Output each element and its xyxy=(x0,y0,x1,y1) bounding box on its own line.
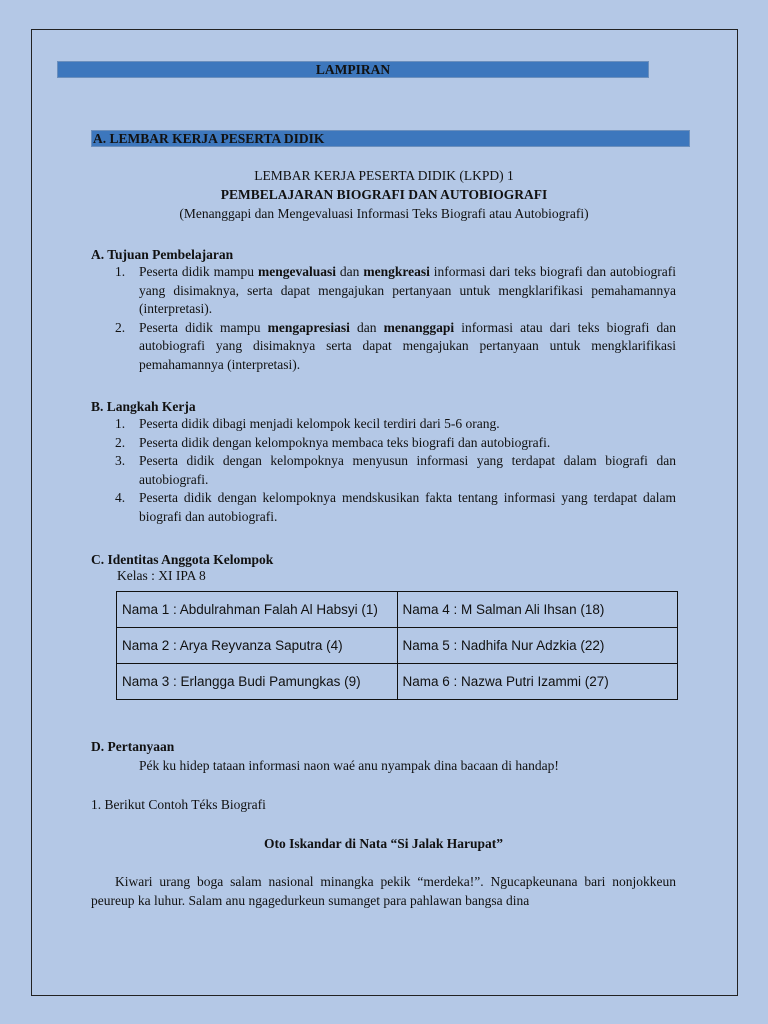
table-row xyxy=(117,628,678,664)
list-item xyxy=(91,489,676,526)
list-number: 1. xyxy=(115,264,126,279)
langkah-section xyxy=(91,399,676,526)
list-bold-text: mengkreasi xyxy=(363,264,430,279)
member-cell: Nama 2 : Arya Reyvanza Saputra (4) xyxy=(117,628,398,664)
langkah-list xyxy=(91,415,676,526)
pertanyaan-heading: D. Pertanyaan xyxy=(91,739,175,754)
table-row xyxy=(117,664,678,700)
pertanyaan-section xyxy=(91,737,676,775)
section-a-heading-bar xyxy=(91,130,690,147)
list-text: dan xyxy=(349,319,384,335)
lkpd-title-line3: (Menanggapi dan Mengevaluasi Informasi Teks Biografi atau Autobiografi) xyxy=(179,206,589,221)
lkpd-title-block xyxy=(90,166,678,223)
list-item xyxy=(91,434,676,453)
member-cell: Nama 5 : Nadhifa Nur Adzkia (22) xyxy=(397,628,678,664)
list-text: dan xyxy=(336,264,364,279)
list-text: Peserta didik mampu xyxy=(139,319,268,335)
langkah-heading: B. Langkah Kerja xyxy=(91,399,196,414)
section-a-heading: A. LEMBAR KERJA PESERTA DIDIK xyxy=(93,131,325,146)
member-cell: Nama 1 : Abdulrahman Falah Al Habsyi (1) xyxy=(117,592,398,628)
list-item xyxy=(91,415,676,434)
list-bold-text: mengevaluasi xyxy=(257,264,336,279)
kelas-label: Kelas : XI IPA 8 xyxy=(117,568,206,583)
list-text: Peserta didik dengan kelompoknya menyusun informasi yang terdapat dalam biografi dan autobiografi. xyxy=(139,453,676,487)
list-text: Peserta didik dengan kelompoknya mendskusikan fakta tentang informasi yang terdapat dalam biografi dan autobiografi. xyxy=(139,490,676,524)
list-bold-text: mengapresiasi xyxy=(267,319,350,335)
lampiran-heading-bar xyxy=(57,61,649,78)
tujuan-heading: A. Tujuan Pembelajaran xyxy=(91,247,234,262)
member-table xyxy=(116,591,678,700)
tujuan-list xyxy=(91,263,676,374)
pertanyaan-instruction: Pék ku hidep tataan informasi naon waé anu nyampak dina bacaan di handap! xyxy=(139,758,559,773)
lkpd-title-line1: LEMBAR KERJA PESERTA DIDIK (LKPD) 1 xyxy=(254,168,514,183)
list-text: Peserta didik mampu xyxy=(139,264,258,279)
list-text: Peserta didik dibagi menjadi kelompok kecil terdiri dari 5-6 orang. xyxy=(139,416,500,431)
list-number: 2. xyxy=(115,319,126,335)
identitas-heading: C. Identitas Anggota Kelompok xyxy=(91,552,274,567)
list-text: Peserta didik dengan kelompoknya membaca teks biografi dan autobiografi. xyxy=(139,434,551,450)
list-number: 4. xyxy=(115,490,126,505)
list-number: 2. xyxy=(115,434,126,450)
lkpd-title-line2: PEMBELAJARAN BIOGRAFI DAN AUTOBIOGRAFI xyxy=(220,187,548,202)
list-number: 1. xyxy=(115,416,126,431)
identitas-section xyxy=(91,552,676,584)
member-cell: Nama 3 : Erlangga Budi Pamungkas (9) xyxy=(117,664,398,700)
list-number: 3. xyxy=(115,453,126,468)
lampiran-heading: LAMPIRAN xyxy=(315,62,391,77)
tujuan-section xyxy=(91,247,676,374)
list-item xyxy=(91,452,676,489)
member-cell: Nama 6 : Nazwa Putri Izammi (27) xyxy=(397,664,678,700)
list-text: informasi dari teks biografi dan autobiografi yang disimaknya, serta dapat mengajukan pertanyaan untuk mengklarifikasi pemahamannya (interpretasi). xyxy=(139,264,676,316)
list-bold-text: menanggapi xyxy=(383,319,455,335)
story-title: Oto Iskandar di Nata “Si Jalak Harupat” xyxy=(263,836,504,851)
story-paragraph: Kiwari urang boga salam nasional minangka pekik “merdeka!”. Ngucapkeunana bari nonjokkeun peureup ka luhur. Salam anu ngagedurkeun sumanget para pahlawan bangsa dina xyxy=(91,874,676,908)
table-row xyxy=(117,592,678,628)
member-cell: Nama 4 : M Salman Ali Ihsan (18) xyxy=(397,592,678,628)
list-item xyxy=(91,319,676,375)
list-item xyxy=(91,263,676,319)
contoh-subheading: 1. Berikut Contoh Téks Biografi xyxy=(91,797,266,812)
list-text: informasi atau dari teks biografi dan autobiografi yang disimaknya serta dapat mengajukan pertanyaan untuk mengklarifikasi pemahamannya (interpretasi). xyxy=(139,319,677,372)
